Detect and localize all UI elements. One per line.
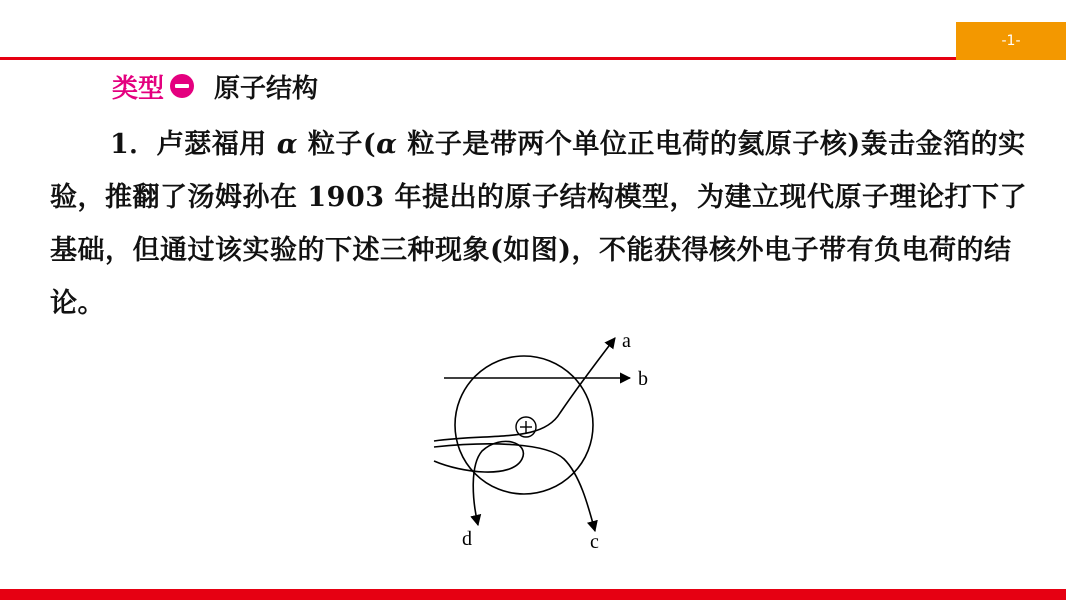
label-b: b	[638, 368, 648, 390]
path-c	[434, 444, 595, 531]
minus-circle-icon	[170, 74, 194, 98]
alpha-symbol: α	[276, 129, 298, 160]
question-part-2: 粒子(	[297, 129, 377, 160]
header-rule	[0, 57, 1066, 60]
label-a: a	[622, 333, 631, 352]
page-number-tag	[956, 22, 1066, 60]
footer-rule	[0, 589, 1066, 600]
question-part-3: 粒子是带两个单位正电荷的氦原子核)轰击金箔的实验，推翻了汤姆孙在 1903 年提出的原子结构模型，为建立现代原子理论打下了基础，但通过该实验的下述三种现象(如图)，不能获得核外电子带有负电荷的结论。	[50, 129, 1027, 319]
section-title: 原子结构	[214, 73, 319, 104]
question-part-1: 1．卢瑟福用	[110, 129, 277, 160]
section-type-label: 类型	[112, 73, 165, 104]
alpha-symbol-2: α	[376, 129, 398, 160]
scattering-svg	[432, 333, 658, 553]
page-number: -1-	[1001, 33, 1021, 49]
section-heading	[112, 66, 318, 106]
label-d: d	[462, 528, 472, 550]
label-c: c	[590, 531, 599, 553]
path-d	[434, 441, 523, 525]
scattering-diagram	[432, 333, 658, 553]
question-text	[50, 118, 1030, 330]
